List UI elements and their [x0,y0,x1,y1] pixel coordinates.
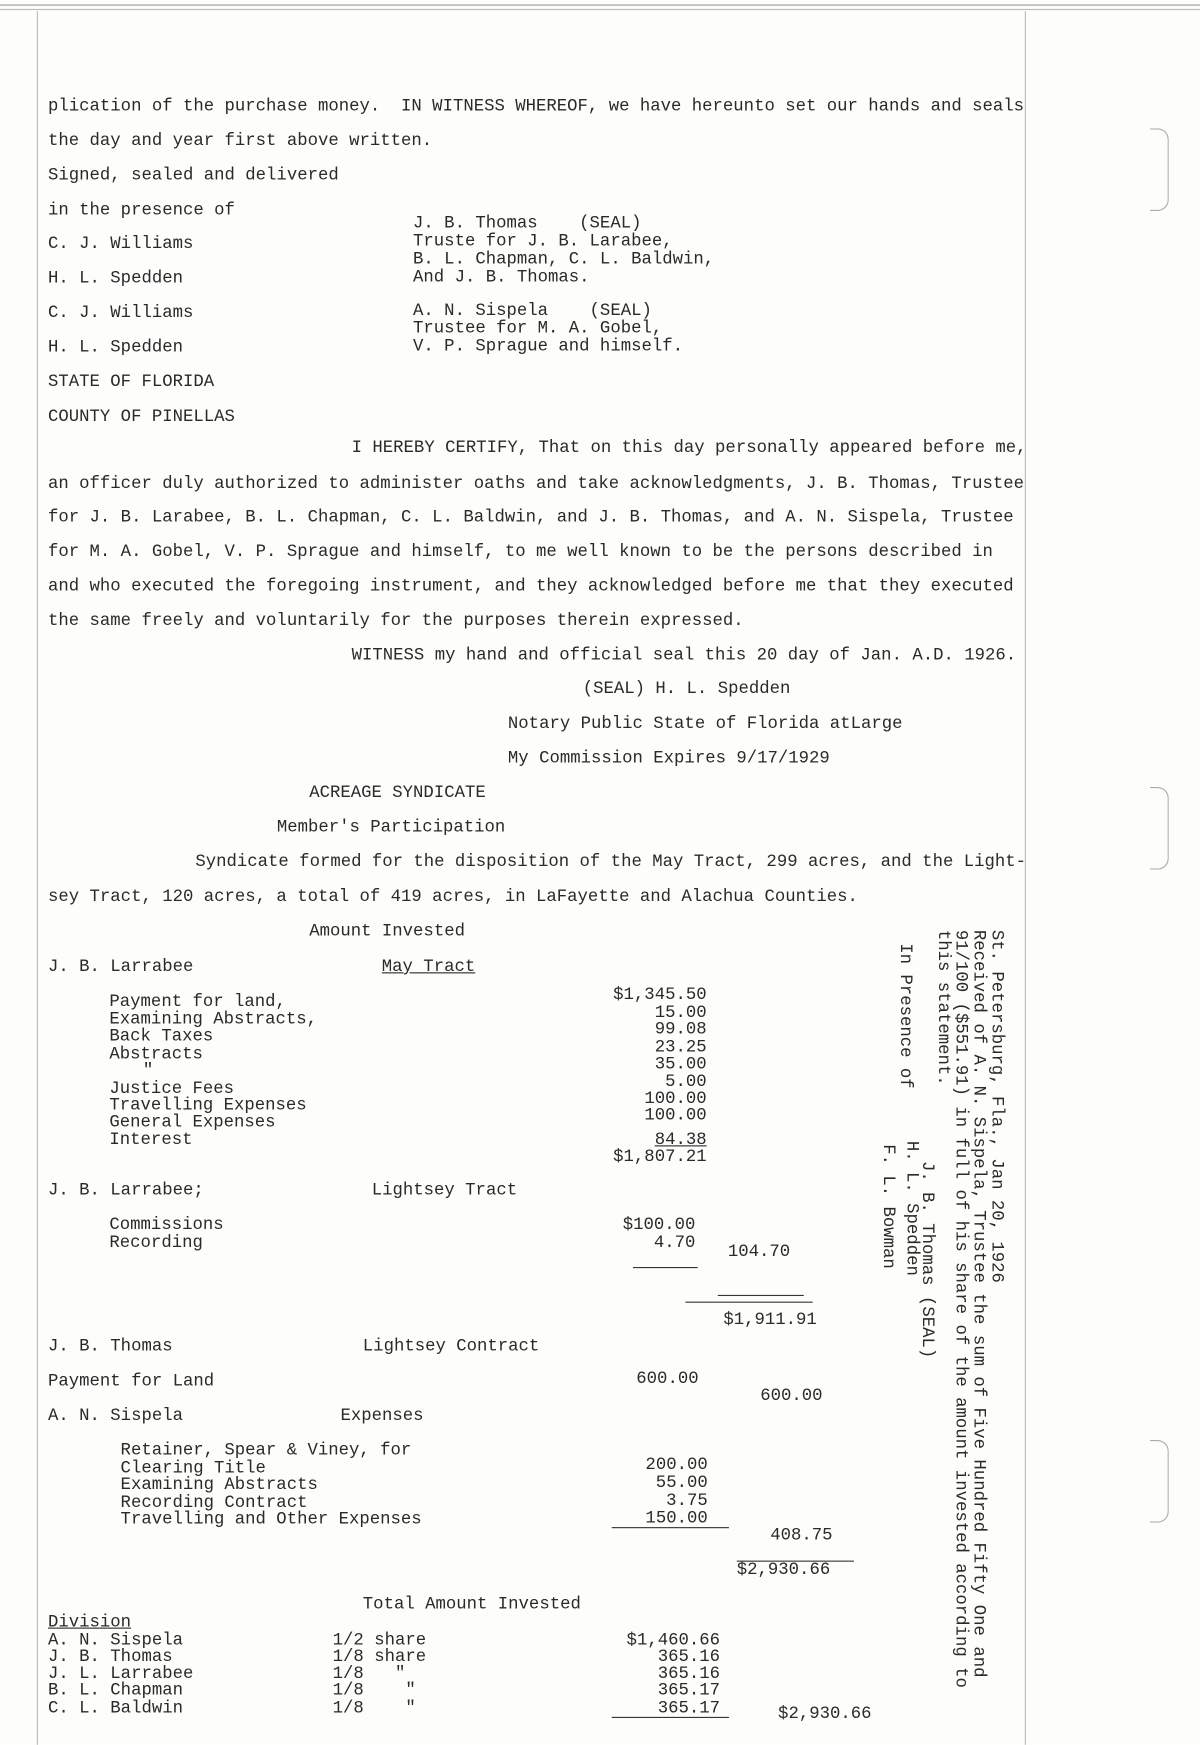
rule [612,1717,729,1718]
body-line: Signed, sealed and delivered [48,165,339,186]
expense-item: Recording [109,1232,203,1253]
receipt-line: this statement. [933,929,954,1086]
signature-line: Truste for J. B. Larabee, [413,231,673,252]
member-name: J. B. Larrabee [48,956,194,977]
tract-name: Lightsey Contract [362,1336,540,1357]
tract-name: May Tract [381,956,476,977]
amount: 4.70 [653,1232,696,1253]
expense-item: Back Taxes [109,1025,214,1046]
division-share: 1/8 " [332,1697,416,1718]
expense-item: Examining Abstracts, [109,1009,318,1030]
division-amount: 365.17 [657,1680,721,1701]
signature-line: J. B. Thomas (SEAL) [413,213,642,234]
body-line: plication of the purchase money. IN WITNESS WHEREOF, we have hereunto set our hands and seals [48,96,1025,117]
signature-line: Trustee for M. A. Gobel, [413,318,663,339]
division-amount: $1,460.66 [626,1629,721,1650]
amount: 100.00 [644,1088,707,1109]
receipt-line: Received of A. N. Sispela, Trustee the sum of Five Hundred Fifty One and [968,929,990,1678]
rule [612,1527,729,1528]
certificate-line: for M. A. Gobel, V. P. Sprague and himself, to me well known to be the persons described in [48,541,993,562]
receipt-signature: J. B. Thomas (SEAL) [917,1160,938,1359]
grand-total: $2,930.66 [778,1703,872,1724]
subtotal: $1,807.21 [613,1146,707,1167]
division-share: 1/8 " [332,1663,406,1684]
subtotal: 408.75 [770,1524,833,1545]
body-line: the day and year first above written. [48,130,433,151]
signature-line: B. L. Chapman, C. L. Baldwin, [413,248,715,270]
amount: 100.00 [644,1105,707,1126]
commission-expiry: My Commission Expires 9/17/1929 [507,747,830,769]
member-name: J. B. Thomas [48,1336,173,1357]
expense-item: Examining Abstracts [120,1474,318,1495]
running-total: $1,911.91 [723,1309,817,1330]
division-amount: 365.16 [657,1663,721,1684]
rule [718,1295,804,1296]
certificate-line: for J. B. Larabee, B. L. Chapman, C. L. Baldwin, and J. B. Thomas, and A. N. Sispela, Trustee [48,506,1014,527]
expense-item: Abstracts [109,1043,203,1064]
signature-line: A. N. Sispela (SEAL) [413,300,652,321]
syndicate-subtitle: Member's Participation [276,817,506,838]
amount: 600.00 [636,1368,699,1389]
division-amount: 365.16 [657,1646,721,1667]
witness-name: H. L. Spedden [48,267,183,289]
amount: 23.25 [654,1037,707,1058]
tract-name: Expenses [340,1405,424,1426]
amount: 99.08 [654,1019,707,1040]
binder-hole [1150,1440,1169,1523]
signature-line: V. P. Sprague and himself. [413,336,684,357]
subtotal: 104.70 [727,1241,791,1262]
expense-item: Payment for Land [48,1370,215,1391]
division-share: 1/2 share [332,1629,427,1650]
binder-hole [1150,128,1169,211]
division-name: C. L. Baldwin [48,1697,183,1718]
division-amount: 365.17 [657,1697,721,1718]
county-line: COUNTY OF PINELLAS [48,406,235,427]
division-header: Division [48,1611,132,1633]
amount: 200.00 [645,1454,708,1475]
witness-name: C. J. Williams [48,233,194,254]
witness-name: C. J. Williams [48,302,194,323]
certificate-line: the same freely and voluntarily for the purposes therein expressed. [48,610,744,631]
division-name: A. N. Sispela [48,1629,183,1650]
receipt-presence: In Presence of [895,943,916,1089]
notary-name: (SEAL) H. L. Spedden [582,678,791,699]
expense-item: Interest [109,1129,193,1150]
tract-name: Lightsey Tract [371,1179,518,1201]
amount: 35.00 [654,1053,707,1074]
rule [633,1267,698,1268]
expense-item: Retainer, Spear & Viney, for [120,1440,412,1461]
expense-item: Travelling and Other Expenses [120,1509,422,1530]
state-line: STATE OF FLORIDA [48,371,215,392]
right-margin-line [1025,11,1026,1745]
division-name: B. L. Chapman [48,1680,183,1701]
expense-item: " [142,1060,154,1081]
notary-title: Notary Public State of Florida atLarge [507,713,903,734]
amount: $1,345.50 [613,984,707,1005]
syndicate-intro: sey Tract, 120 acres, a total of 419 acres, in LaFayette and Alachua Counties. [48,886,858,907]
member-name: A. N. Sispela [48,1405,183,1426]
body-line: in the presence of [48,199,235,220]
top-border [0,9,1200,10]
receipt-line: St. Petersburg, Fla., Jan 20, 1926 [986,929,1007,1283]
witness-line: WITNESS my hand and official seal this 20 day of Jan. A.D. 1926. [351,645,1017,666]
division-name: J. L. Larrabee [48,1663,194,1684]
certificate-line: I HEREBY CERTIFY, That on this day personally appeared before me, [351,437,1027,458]
expense-item: Travelling Expenses [109,1095,307,1116]
total-invested-heading: Total Amount Invested [362,1594,581,1615]
receipt-witness: F. L. Bowman [878,1144,899,1269]
subtotal: 600.00 [760,1385,823,1406]
top-border [0,4,1200,5]
running-total: $2,930.66 [736,1559,831,1580]
expense-item: General Expenses [109,1111,276,1132]
expense-item: Justice Fees [109,1078,235,1099]
amount: 55.00 [655,1472,708,1493]
amount: 150.00 [645,1508,708,1529]
division-share: 1/8 " [332,1680,416,1701]
receipt-line: 91/100 ($551.91) in full of his share of the amount invested according to [951,929,972,1688]
certificate-line: an officer duly authorized to administer oaths and take acknowledgments, J. B. Thomas, Trustee [48,473,1025,494]
division-name: J. B. Thomas [48,1646,173,1667]
amount: $100.00 [622,1214,696,1235]
certificate-line: and who executed the foregoing instrument, and they acknowledged before me that they executed [48,576,1014,597]
rule [685,1302,812,1303]
amount-invested-heading: Amount Invested [309,920,465,942]
receipt-witness: H. L. Spedden [901,1140,923,1276]
amount: 3.75 [666,1490,708,1511]
division-share: 1/8 share [332,1646,427,1667]
signature-line: And J. B. Thomas. [413,266,590,287]
amount: 5.00 [665,1071,707,1092]
amount: 84.38 [654,1129,707,1150]
witness-name: H. L. Spedden [48,337,183,358]
syndicate-intro: Syndicate formed for the disposition of the May Tract, 299 acres, and the Light- [195,851,1027,872]
expense-item: Clearing Title [120,1457,266,1478]
amount: 15.00 [654,1002,707,1023]
syndicate-title: ACREAGE SYNDICATE [309,782,486,803]
binder-hole [1150,787,1169,870]
expense-item: Commissions [109,1214,224,1235]
expense-item: Payment for land, [109,991,286,1012]
left-margin-line [37,11,38,1745]
expense-item: Recording Contract [120,1492,308,1513]
member-name: J. B. Larrabee; [48,1179,204,1201]
